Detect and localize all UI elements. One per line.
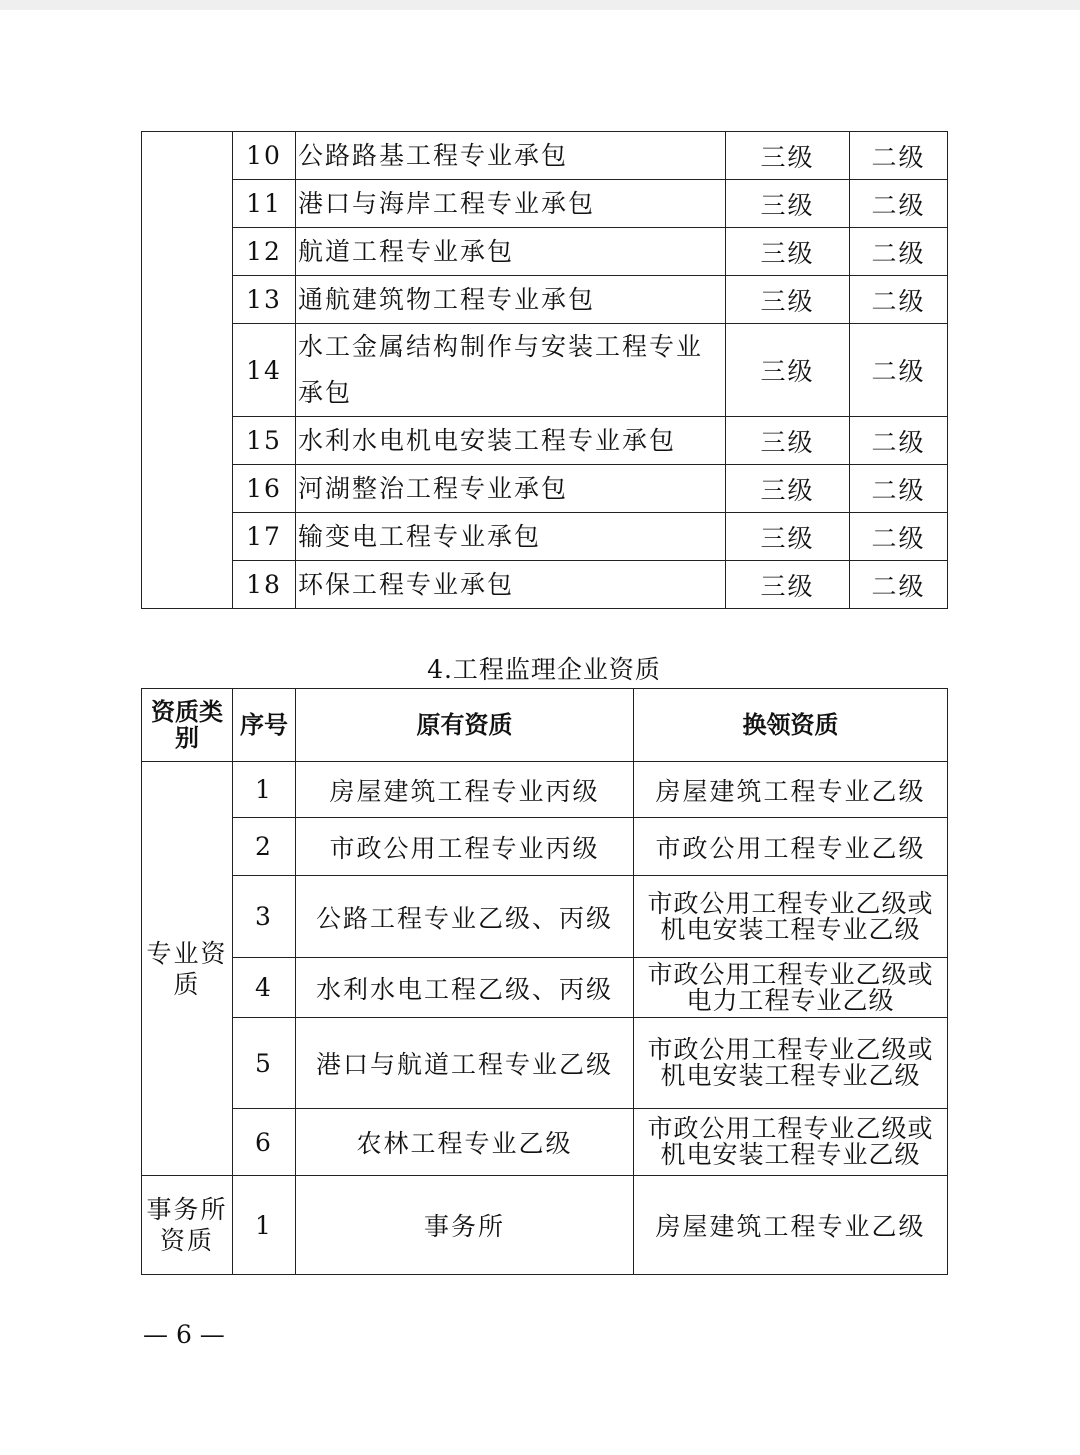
row-number: 3 xyxy=(233,876,296,958)
new-level: 二级 xyxy=(850,417,948,465)
table-row xyxy=(142,180,948,228)
new-qualification-line-1: 市政公用工程专业乙级或 xyxy=(647,959,934,989)
new-qualification-line-1: 市政公用工程专业乙级或 xyxy=(647,1114,934,1143)
supervision-qualification-table xyxy=(141,688,948,1275)
new-qualification-line-1: 市政公用工程专业乙级或 xyxy=(647,1035,934,1064)
row-number: 10 xyxy=(233,132,296,180)
section-title: 4.工程监理企业资质 xyxy=(427,655,661,684)
new-qualification-line-2: 机电安装工程专业乙级 xyxy=(660,1061,921,1090)
table-row xyxy=(142,762,948,818)
category-cell xyxy=(142,132,233,609)
table-row xyxy=(142,1176,948,1275)
new-qualification xyxy=(634,958,948,1018)
table-header-row xyxy=(142,689,948,762)
new-qualification: 房屋建筑工程专业乙级 xyxy=(634,762,948,818)
new-level: 二级 xyxy=(850,180,948,228)
original-level: 三级 xyxy=(726,417,850,465)
qualification-name: 水利水电机电安装工程专业承包 xyxy=(296,417,726,465)
page-number: — 6 — xyxy=(143,1320,225,1349)
original-level: 三级 xyxy=(726,276,850,324)
row-number: 16 xyxy=(233,465,296,513)
new-qualification-line-2: 机电安装工程专业乙级 xyxy=(660,1140,921,1169)
header-category: 资质类别 xyxy=(142,689,233,762)
table-row xyxy=(142,1109,948,1176)
original-level: 三级 xyxy=(726,180,850,228)
table-row xyxy=(142,132,948,180)
table-row xyxy=(142,818,948,876)
row-number: 11 xyxy=(233,180,296,228)
qualification-name: 输变电工程专业承包 xyxy=(296,513,726,561)
category-cell: 专业资质 xyxy=(142,762,233,1176)
table-row xyxy=(142,1018,948,1109)
new-qualification: 市政公用工程专业乙级 xyxy=(634,818,948,876)
new-level: 二级 xyxy=(850,132,948,180)
table-row xyxy=(142,417,948,465)
row-number: 18 xyxy=(233,561,296,609)
qualification-name: 环保工程专业承包 xyxy=(296,561,726,609)
row-number: 1 xyxy=(233,762,296,818)
new-qualification xyxy=(634,1109,948,1176)
original-level: 三级 xyxy=(726,561,850,609)
new-qualification-line-2: 机电安装工程专业乙级 xyxy=(660,914,921,944)
table-row xyxy=(142,324,948,417)
new-level: 二级 xyxy=(850,276,948,324)
row-number: 17 xyxy=(233,513,296,561)
original-qualification: 公路工程专业乙级、丙级 xyxy=(296,876,634,958)
row-number: 2 xyxy=(233,818,296,876)
header-new: 换领资质 xyxy=(634,689,948,762)
table-row xyxy=(142,958,948,1018)
header-original: 原有资质 xyxy=(296,689,634,762)
new-level: 二级 xyxy=(850,324,948,417)
row-number: 5 xyxy=(233,1018,296,1109)
new-qualification xyxy=(634,876,948,958)
row-number: 14 xyxy=(233,324,296,417)
row-number: 15 xyxy=(233,417,296,465)
original-level: 三级 xyxy=(726,513,850,561)
original-qualification: 市政公用工程专业丙级 xyxy=(296,818,634,876)
table-row xyxy=(142,876,948,958)
original-qualification: 房屋建筑工程专业丙级 xyxy=(296,762,634,818)
new-qualification-line-1: 市政公用工程专业乙级或 xyxy=(647,888,934,918)
original-qualification: 事务所 xyxy=(296,1176,634,1275)
original-level: 三级 xyxy=(726,465,850,513)
original-level: 三级 xyxy=(726,324,850,417)
original-qualification: 港口与航道工程专业乙级 xyxy=(296,1018,634,1109)
qualification-table-continued xyxy=(141,131,948,609)
new-level: 二级 xyxy=(850,561,948,609)
original-qualification: 农林工程专业乙级 xyxy=(296,1109,634,1176)
original-level: 三级 xyxy=(726,132,850,180)
qualification-name: 航道工程专业承包 xyxy=(296,228,726,276)
table-row xyxy=(142,276,948,324)
new-level: 二级 xyxy=(850,228,948,276)
table-row xyxy=(142,513,948,561)
table-row xyxy=(142,465,948,513)
qualification-name: 河湖整治工程专业承包 xyxy=(296,465,726,513)
row-number: 6 xyxy=(233,1109,296,1176)
original-qualification: 水利水电工程乙级、丙级 xyxy=(296,958,634,1018)
top-bar xyxy=(0,0,1080,10)
new-qualification: 房屋建筑工程专业乙级 xyxy=(634,1176,948,1275)
qualification-name: 港口与海岸工程专业承包 xyxy=(296,180,726,228)
new-qualification-line-2: 电力工程专业乙级 xyxy=(686,985,895,1015)
row-number: 4 xyxy=(233,958,296,1018)
header-number: 序号 xyxy=(233,689,296,762)
qualification-name: 水工金属结构制作与安装工程专业承包 xyxy=(296,324,726,417)
new-level: 二级 xyxy=(850,513,948,561)
qualification-name: 公路路基工程专业承包 xyxy=(296,132,726,180)
original-level: 三级 xyxy=(726,228,850,276)
qualification-name: 通航建筑物工程专业承包 xyxy=(296,276,726,324)
category-cell: 事务所资质 xyxy=(142,1176,233,1275)
new-qualification xyxy=(634,1018,948,1109)
table-row xyxy=(142,228,948,276)
new-level: 二级 xyxy=(850,465,948,513)
row-number: 13 xyxy=(233,276,296,324)
row-number: 1 xyxy=(233,1176,296,1275)
row-number: 12 xyxy=(233,228,296,276)
table-row xyxy=(142,561,948,609)
